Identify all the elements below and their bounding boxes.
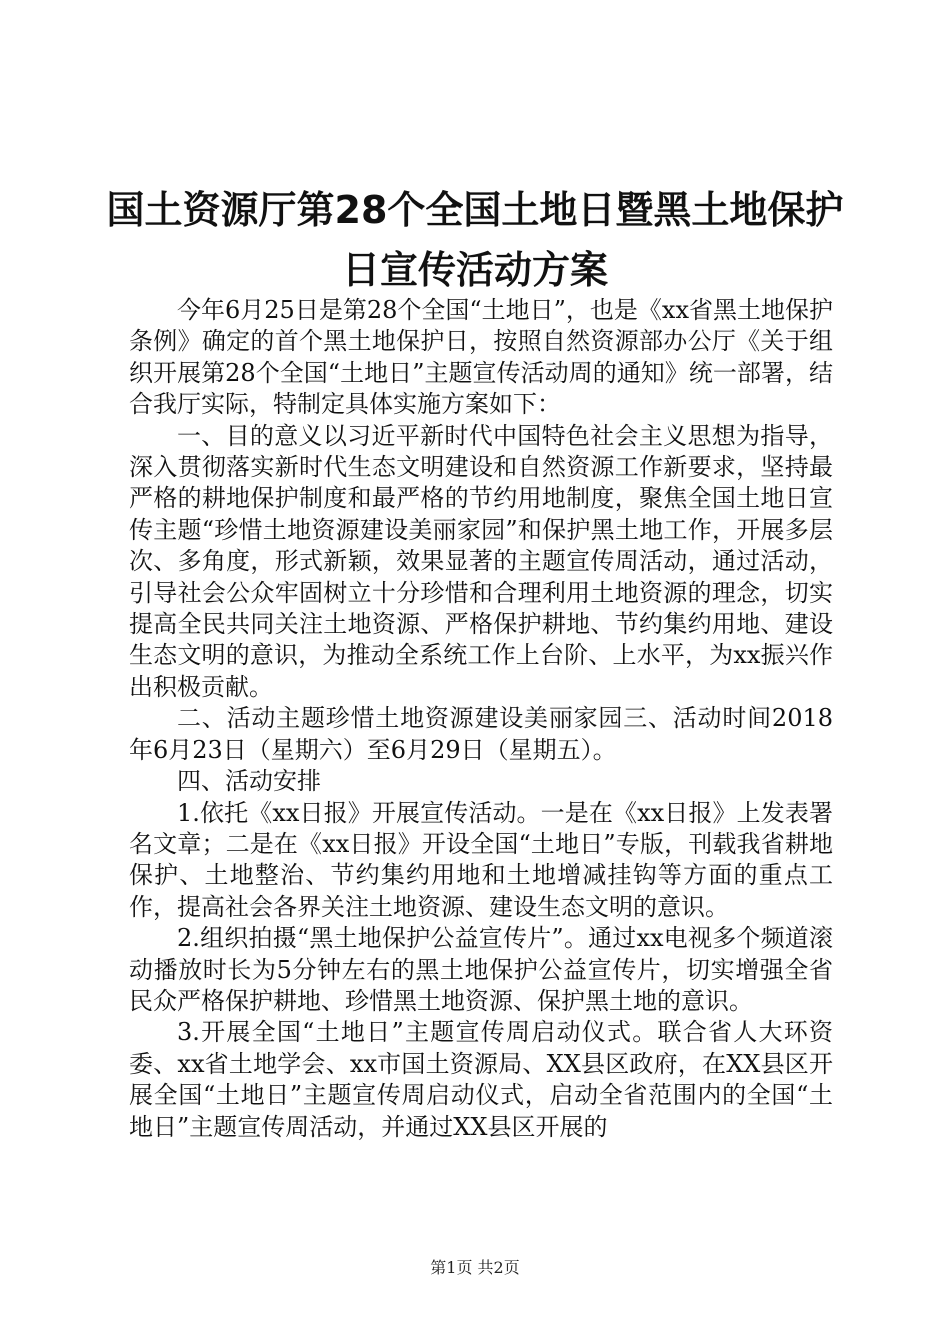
paragraph-intro: 今年6月25日是第28个全国“土地日”，也是《xx省黑土地保护条例》确定的首个黑土地保护日，按照自然资源部办公厅《关于组织开展第28个全国“土地日”主题宣传活动周的通知》统一部署，结合我厅实际，特制定具体实施方案如下：	[129, 296, 833, 419]
document-title-line-1: 国土资源厅第28个全国土地日暨黑土地保护	[106, 188, 844, 232]
paragraph-item-3: 3.开展全国“土地日”主题宣传周启动仪式。联合省人大环资委、xx省土地学会、xx市国土资源局、XX县区政府，在XX县区开展全国“土地日”主题宣传周启动仪式，启动全省范围内的全国“土地日”主题宣传周活动，并通过XX县区开展的	[129, 1018, 833, 1141]
paragraph-theme-time: 二、活动主题珍惜土地资源建设美丽家园三、活动时间2018年6月23日（星期六）至6月29日（星期五）。	[129, 704, 833, 764]
document-body	[129, 295, 833, 1143]
page-footer: 第1页 共2页	[430, 1258, 520, 1277]
paragraph-purpose: 一、目的意义以习近平新时代中国特色社会主义思想为指导，深入贯彻落实新时代生态文明建设和自然资源工作新要求，坚持最严格的耕地保护制度和最严格的节约用地制度，聚焦全国土地日宣传主题“珍惜土地资源建设美丽家园”和保护黑土地工作，开展多层次、多角度，形式新颖，效果显著的主题宣传周活动，通过活动，引导社会公众牢固树立十分珍惜和合理利用土地资源的理念，切实提高全民共同关注土地资源、严格保护耕地、节约集约用地、建设生态文明的意识，为推动全系统工作上台阶、上水平，为xx振兴作出积极贡献。	[129, 421, 833, 701]
paragraph-item-1: 1.依托《xx日报》开展宣传活动。一是在《xx日报》上发表署名文章；二是在《xx日报》开设全国“土地日”专版，刊载我省耕地保护、土地整治、节约集约用地和土地增减挂钩等方面的重点工作，提高社会各界关注土地资源、建设生态文明的意识。	[129, 798, 833, 921]
document-title-line-2: 日宣传活动方案	[341, 248, 608, 292]
paragraph-item-2: 2.组织拍摄“黑土地保护公益宣传片”。通过xx电视多个频道滚动播放时长为5分钟左右的黑土地保护公益宣传片，切实增强全省民众严格保护耕地、珍惜黑土地资源、保护黑土地的意识。	[129, 924, 833, 1015]
paragraph-arrangement-heading: 四、活动安排	[177, 767, 321, 796]
